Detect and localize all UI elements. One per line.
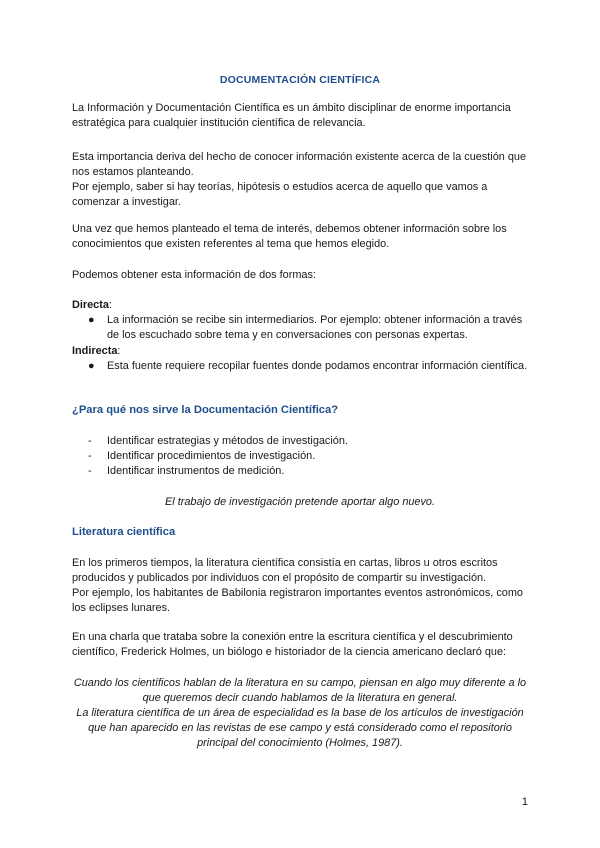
example-paragraph: Por ejemplo, saber si hay teorías, hipótesis o estudios acerca de aquello que vamos a comenzar a investigar. (72, 181, 488, 208)
bullet-marker: ● (88, 314, 95, 326)
purpose-item-text: Identificar estrategias y métodos de investigación. (107, 435, 348, 447)
literature-paragraph-1: En los primeros tiempos, la literatura científica consistía en cartas, libros u otros escritos producidos y publicados por individuos con el propósito de compartir su investigación. (72, 557, 498, 584)
list-item (72, 359, 528, 374)
indirecta-colon: : (117, 345, 121, 357)
literature-paragraph-3: En una charla que trataba sobre la conexión entre la escritura científica y el descubrimiento científico, Frederick Holmes, un biólogo e historiador de la ciencia americano declaró que: (72, 631, 513, 658)
holmes-quote-2: La literatura científica de un área de especialidad es la base de los artículos de investigación que han aparecido en las revistas de ese campo y está considerado como el repositorio principal del conocimiento (Holmes, 1987). (76, 707, 524, 749)
list-item (72, 434, 528, 449)
page-number: 1 (521, 796, 528, 808)
importance-paragraph: Esta importancia deriva del hecho de conocer información existente acerca de la cuestión que nos estamos planteando. (72, 151, 527, 178)
purpose-item-text: Identificar procedimientos de investigación. (107, 450, 316, 462)
directa-list (72, 313, 528, 343)
list-item (72, 464, 528, 479)
indirecta-bullet-text: Esta fuente requiere recopilar fuentes donde podamos encontrar información científica. (107, 360, 528, 372)
directa-colon: : (108, 299, 112, 311)
indirecta-list (72, 359, 528, 374)
directa-bullet-text: La información se recibe sin intermediarios. Por ejemplo: obtener información a través de los escuchado sobre tema y en conversaciones con personas expertas. (107, 314, 523, 341)
dash-marker: - (88, 465, 92, 477)
purpose-item-text: Identificar instrumentos de medición. (107, 465, 285, 477)
dash-marker: - (88, 435, 92, 447)
section-heading-purpose: ¿Para qué nos sirve la Documentación Científica? (72, 404, 339, 416)
holmes-quote-1: Cuando los científicos hablan de la literatura en su campo, piensan en algo muy diferente a lo que queremos decir cuando hablamos de la literatura en general. (73, 677, 527, 704)
indirecta-label-line (72, 344, 528, 359)
document-title: DOCUMENTACIÓN CIENTÍFICA (219, 74, 381, 86)
topic-paragraph: Una vez que hemos planteado el tema de interés, debemos obtener información sobre los conocimientos que existen referentes al tema que hemos elegido. (72, 223, 507, 250)
directa-label: Directa (72, 299, 109, 311)
section-heading-literature: Literatura científica (72, 526, 176, 538)
intro-paragraph: La Información y Documentación Científica es un ámbito disciplinar de enorme importancia estratégica para cualquier institución científica de relevancia. (72, 102, 511, 129)
bullet-marker: ● (88, 360, 95, 372)
purpose-list (72, 434, 528, 479)
dash-marker: - (88, 450, 92, 462)
list-item (72, 449, 528, 464)
forms-intro: Podemos obtener esta información de dos formas: (72, 269, 316, 281)
list-item (72, 313, 528, 343)
indirecta-label: Indirecta (72, 345, 118, 357)
italic-note: El trabajo de investigación pretende aportar algo nuevo. (164, 496, 436, 508)
directa-label-line (72, 298, 528, 313)
literature-paragraph-2: Por ejemplo, los habitantes de Babilonia registraron importantes eventos astronómicos, como los eclipses lunares. (72, 587, 523, 614)
